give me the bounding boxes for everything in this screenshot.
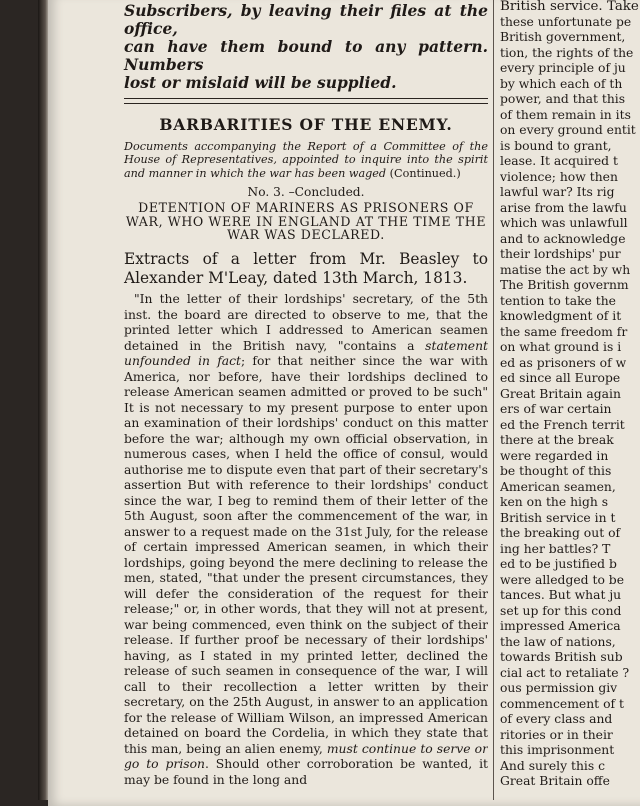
right-column-line: ed the French territ	[500, 417, 625, 432]
right-column	[500, 0, 640, 800]
right-column-line: lawful war? Its rig	[500, 185, 615, 200]
right-column-line: impressed America	[500, 619, 621, 634]
right-column-line: Great Britain offe	[500, 774, 610, 789]
right-column-line: ed as prisoners of w	[500, 355, 627, 370]
right-column-line: knowledgment of it	[500, 309, 622, 324]
documents-intro-text: Documents accompanying the Report of a Committee of the House of Representatives, appointed to inquire into the spirit and manner in which the war has been waged	[124, 140, 488, 180]
right-column-line: is bound to grant,	[500, 138, 612, 153]
right-column-line: matise the act by wh	[500, 262, 631, 277]
right-column-line: British service. Take	[500, 0, 639, 14]
body-text: "In the letter of their lordships' secretary, of the 5th inst. the board are directed to observe to me, that the printed letter which I addressed to American seamen detained in the British navy, "contains a	[124, 292, 488, 353]
right-column-line: tention to take the	[500, 293, 616, 308]
right-column-line: on what ground is i	[500, 340, 622, 355]
right-column-line: British government,	[500, 30, 626, 45]
right-column-line: ous permission giv	[500, 681, 618, 696]
extracts-title: Extracts of a letter from Mr. Beasley to Alexander M'Leay, dated 13th March, 1813.	[124, 250, 488, 287]
right-column-line: ed to be justified b	[500, 557, 617, 572]
right-column-line: Great Britain again	[500, 386, 621, 401]
right-column-line: commencement of t	[500, 696, 624, 711]
documents-intro	[124, 140, 488, 180]
right-column-line: of every class and	[500, 712, 613, 727]
right-column-line: tances. But what ju	[500, 588, 622, 603]
right-column-line: lease. It acquired t	[500, 154, 618, 169]
right-column-line: American seamen,	[500, 479, 616, 494]
subscriber-notice	[124, 2, 488, 92]
right-column-line: were alledged to be	[500, 572, 625, 587]
right-column-line: ritories or in their	[500, 727, 613, 742]
right-column-line: violence; how then	[500, 169, 618, 184]
right-column-line: these unfortunate pe	[500, 14, 632, 29]
right-column-line: towards British sub	[500, 650, 623, 665]
right-column-line: ed since all Europe	[500, 371, 621, 386]
right-column-line: their lordships' pur	[500, 247, 621, 262]
right-column-line: ing her battles? T	[500, 541, 611, 556]
notice-line: lost or mislaid will be supplied.	[124, 73, 397, 92]
right-column-line: power, and that this	[500, 92, 626, 107]
right-column-line: the same freedom fr	[500, 324, 628, 339]
double-rule-divider	[124, 98, 488, 104]
body-italic-text: must continue to serve or go to prison	[124, 741, 488, 772]
right-column-line: arise from the lawfu	[500, 200, 627, 215]
right-column-line: cial act to retaliate ?	[500, 665, 630, 680]
continued-label: (Continued.)	[389, 166, 461, 180]
right-column-line: this imprisonment	[500, 743, 615, 758]
body-text: . Should other corroboration be wanted, it may be found in the long and	[124, 757, 488, 787]
right-column-line: every principle of ju	[500, 61, 626, 76]
right-column-line: British service in t	[500, 510, 616, 525]
right-column-line: of them remain in its	[500, 107, 631, 122]
main-column	[72, 0, 488, 800]
right-column-line: which was unlawfull	[500, 216, 628, 231]
right-column-line: by which each of th	[500, 76, 623, 91]
article-body	[124, 292, 488, 788]
right-column-line: on every ground entit	[500, 123, 636, 138]
article-headline: BARBARITIES OF THE ENEMY.	[159, 115, 453, 134]
body-italic-text: statement unfounded in fact	[124, 338, 488, 369]
right-column-line: the breaking out of	[500, 526, 621, 541]
right-column-line: there at the break	[500, 433, 614, 448]
right-column-line: ken on the high s	[500, 495, 609, 510]
column-rule	[493, 0, 494, 800]
right-column-line: tion, the rights of the	[500, 45, 634, 60]
right-column-line: set up for this cond	[500, 603, 622, 618]
notice-line: can have them bound to any pattern. Numbers	[124, 37, 488, 74]
right-column-line: be thought of this	[500, 464, 612, 479]
right-column-line: the law of nations,	[500, 634, 616, 649]
notice-line: Subscribers, by leaving their files at the office,	[124, 1, 488, 38]
section-number: No. 3. –Concluded.	[247, 185, 365, 200]
right-column-line: and to acknowledge	[500, 231, 626, 246]
right-column-line: were regarded in	[500, 448, 609, 463]
right-column-line: ers of war certain	[500, 402, 612, 417]
section-subhead: DETENTION OF MARINERS AS PRISONERS OF WAR, WHO WERE IN ENGLAND AT THE TIME THE WAR WAS DECLARED.	[125, 200, 487, 243]
right-column-line: The British governm	[500, 278, 629, 293]
right-column-line: And surely this c	[500, 758, 606, 773]
body-text: ; for that neither since the war with America, nor before, have their lordships declined to release American seamen admitted or proved to be such" It is not necessary to my present purpose to enter upon an examination of their lordships' conduct on this matter before the war; although my own official observation, in numerous cases, when I held the office of consul, would authorise me to dispute even that part of their secretary's assertion But with reference to their lordships' conduct since the war, I beg to remind them of their letter of the 5th August, soon after the commencement of the war, in answer to a request made on the 31st July, for the release of certain impressed American seamen, in which their lordships, going beyond the mere declining to release the men, stated, "that under the present circumstances, they will defer the consideration of the request for their release;" or, in other words, that they will not at present, war being commenced, even think on the subject of their release. If further proof be necessary of their lordships' having, as I stated in my printed letter, declined the release of such seamen in consequence of the war, I will call to their recollection a letter written by their secretary, on the 25th August, in answer to an application for the release of William Wilson, an impressed American detained on board the Cordelia, in which they state that this man, being an alien enemy,	[124, 354, 488, 756]
